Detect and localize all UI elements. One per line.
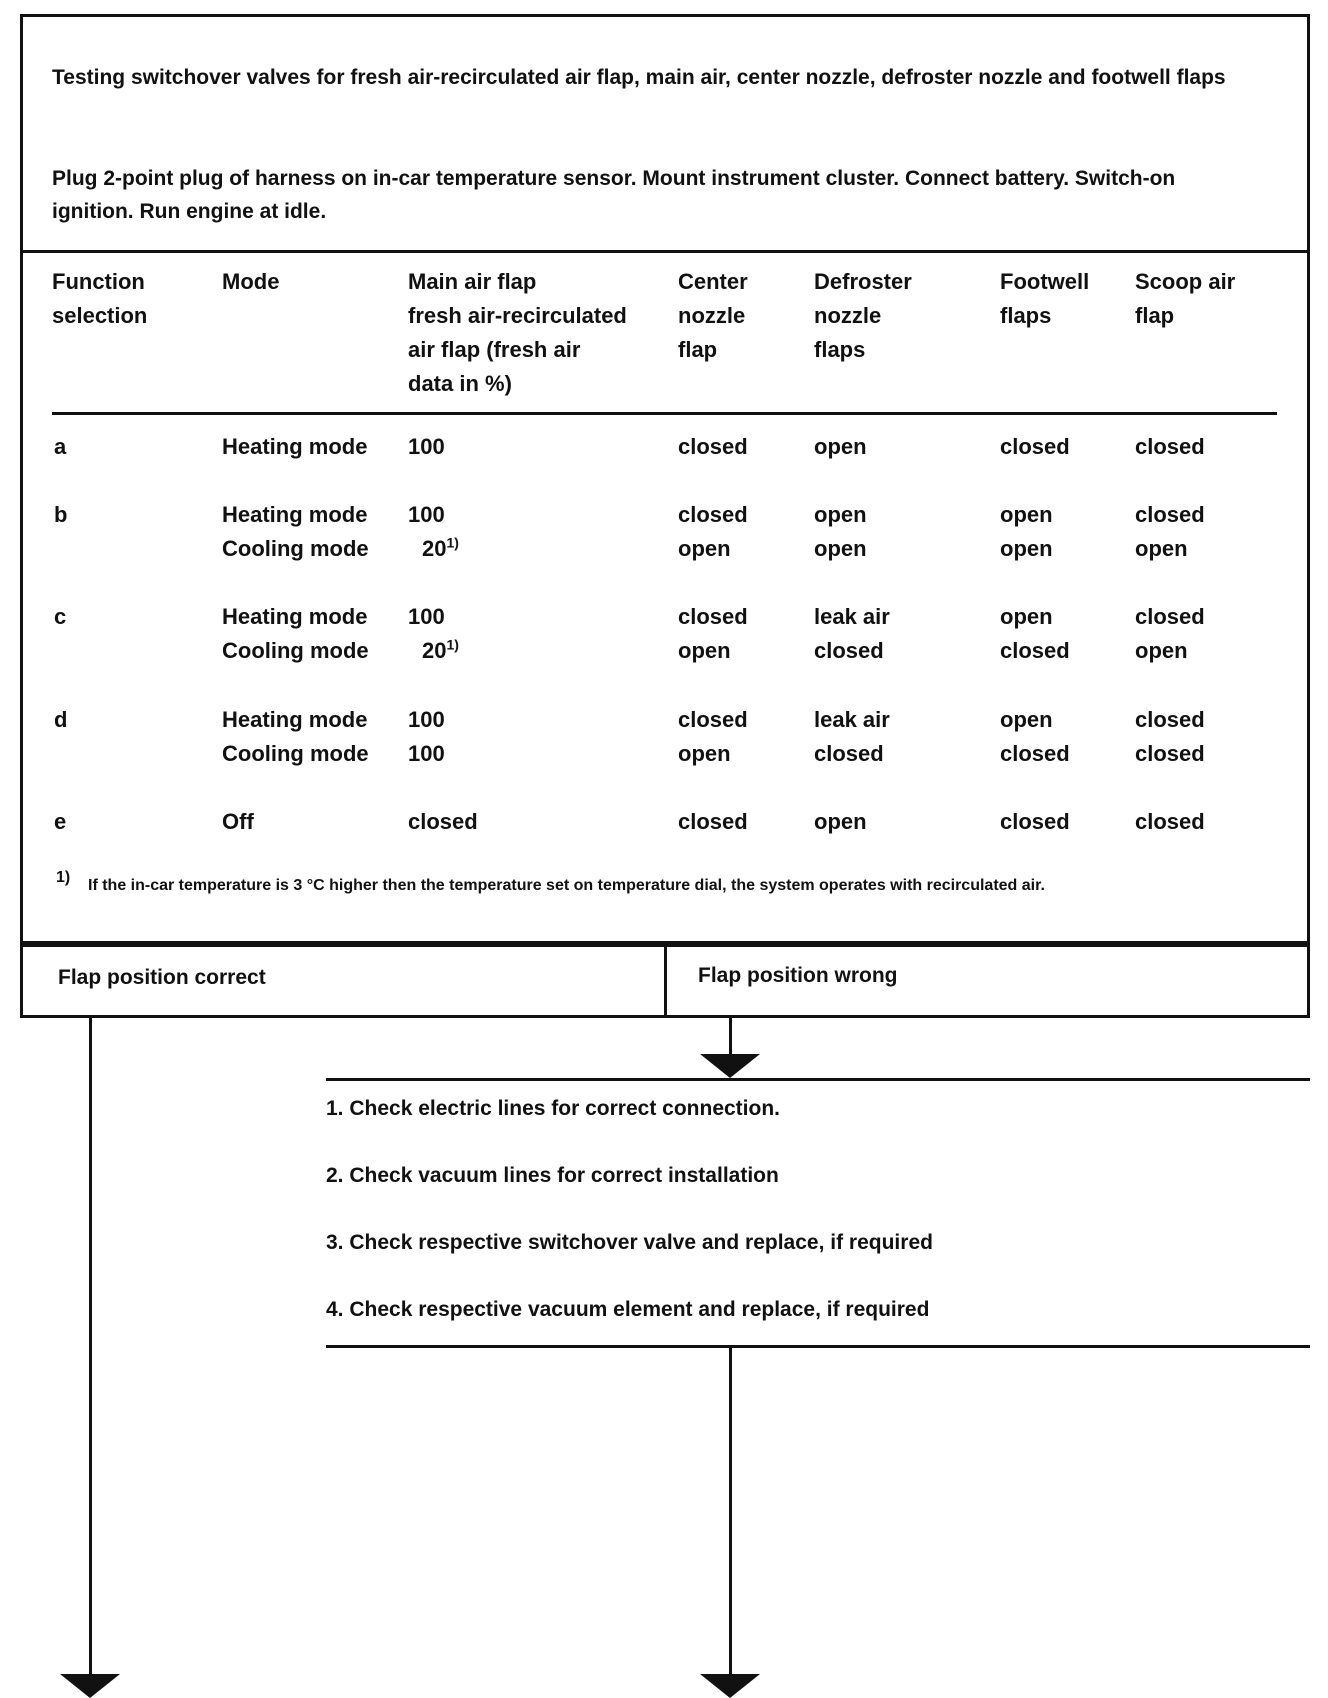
function-selection-a: a: [54, 434, 67, 459]
cell-footwell-value: closed: [1000, 809, 1070, 834]
cell-footwell: [1000, 600, 1053, 634]
cell-main: [408, 703, 445, 737]
cell-main-value: 20: [422, 638, 447, 663]
cell-main-value: 100: [408, 707, 445, 732]
step-3: 3. Check respective switchover valve and replace, if required: [326, 1231, 933, 1254]
cell-mode: [222, 703, 367, 737]
cell-footwell: [1000, 498, 1053, 532]
cell-footwell: [1000, 634, 1070, 668]
footnote-ref: 1): [446, 636, 459, 653]
cell-defroster: [814, 634, 884, 668]
col-header-mode: Mode: [222, 269, 280, 294]
cell-center: [678, 430, 748, 464]
cell-scoop-value: open: [1135, 536, 1188, 561]
procedure-title: Testing switchover valves for fresh air-recirculated air flap, main air, center nozzle, defroster nozzle and footwell flaps: [52, 66, 1226, 89]
cell-main-value: 100: [408, 502, 445, 527]
cell-footwell-value: closed: [1000, 638, 1070, 663]
cell-scoop-value: closed: [1135, 707, 1205, 732]
cell-main: [408, 805, 478, 839]
result-correct: Flap position correct: [58, 966, 266, 989]
cell-main: [408, 737, 445, 771]
cell-defroster-value: leak air: [814, 604, 890, 629]
cell-mode: [222, 805, 254, 839]
col-header-center: Center nozzle flap: [678, 269, 748, 362]
cell-defroster-value: leak air: [814, 707, 890, 732]
cell-footwell: [1000, 805, 1070, 839]
cell-center: [678, 703, 748, 737]
cell-mode: [222, 498, 367, 532]
cell-center-value: closed: [678, 707, 748, 732]
cell-defroster: [814, 703, 890, 737]
cell-center-value: open: [678, 536, 731, 561]
cell-center-value: closed: [678, 502, 748, 527]
footnote-marker: 1): [56, 869, 71, 886]
cell-center-value: open: [678, 638, 731, 663]
cell-main: [422, 634, 459, 668]
heading-divider: [20, 250, 1310, 253]
step-4: 4. Check respective vacuum element and replace, if required: [326, 1298, 930, 1321]
function-selection-e: e: [54, 809, 67, 834]
step-2: 2. Check vacuum lines for correct installation: [326, 1164, 779, 1187]
cell-mode: [222, 430, 367, 464]
arrow-down-icon: [700, 1674, 760, 1698]
cell-main: [408, 430, 445, 464]
cell-mode-value: Cooling mode: [222, 638, 369, 663]
cell-mode-value: Heating mode: [222, 434, 368, 459]
cell-mode-value: Off: [222, 809, 254, 834]
cell-scoop: [1135, 498, 1205, 532]
function-selection-d: d: [54, 707, 68, 732]
cell-scoop: [1135, 737, 1205, 771]
cell-mode-value: Heating mode: [222, 707, 368, 732]
cell-defroster-value: open: [814, 502, 867, 527]
procedure-intro: Plug 2-point plug of harness on in-car temperature sensor. Mount instrument cluster. Connect battery. Switch-on ignition. Run engine at idle.: [52, 167, 1176, 223]
cell-scoop: [1135, 805, 1205, 839]
cell-defroster: [814, 430, 867, 464]
col-header-main-air: Main air flap fresh air-recirculated air flap (fresh air data in %): [408, 269, 627, 396]
arrow-down-icon: [700, 1054, 760, 1078]
cell-scoop-value: closed: [1135, 741, 1205, 766]
cell-center: [678, 498, 748, 532]
col-header-scoop: Scoop air flap: [1135, 269, 1236, 328]
procedure-box: [20, 14, 1310, 944]
cell-center: [678, 532, 731, 566]
cell-center-value: open: [678, 741, 731, 766]
cell-scoop-value: closed: [1135, 434, 1205, 459]
cell-footwell-value: open: [1000, 707, 1053, 732]
cell-mode: [222, 532, 369, 566]
cell-footwell: [1000, 532, 1053, 566]
col-header-function: Function selection: [52, 269, 148, 328]
cell-main: [408, 498, 445, 532]
cell-center-value: closed: [678, 604, 748, 629]
cell-center-value: closed: [678, 434, 748, 459]
arrow-down-icon: [60, 1674, 120, 1698]
cell-defroster-value: open: [814, 434, 867, 459]
cell-mode-value: Heating mode: [222, 604, 368, 629]
cell-defroster-value: closed: [814, 741, 884, 766]
cell-defroster-value: open: [814, 809, 867, 834]
footnote-ref: 1): [446, 534, 459, 551]
cell-scoop: [1135, 600, 1205, 634]
cell-footwell-value: open: [1000, 502, 1053, 527]
flow-line-steps: [729, 1348, 732, 1678]
header-rule: [52, 412, 1277, 415]
step-1: 1. Check electric lines for correct connection.: [326, 1097, 780, 1120]
cell-scoop-value: closed: [1135, 604, 1205, 629]
cell-main-value: 100: [408, 434, 445, 459]
cell-scoop-value: closed: [1135, 502, 1205, 527]
cell-footwell: [1000, 703, 1053, 737]
function-selection-b: b: [54, 502, 68, 527]
cell-defroster: [814, 737, 884, 771]
cell-main-value: closed: [408, 809, 478, 834]
cell-scoop: [1135, 703, 1205, 737]
cell-defroster-value: open: [814, 536, 867, 561]
cell-center: [678, 737, 731, 771]
cell-main: [408, 600, 445, 634]
steps-bottom-rule: [326, 1345, 1310, 1348]
cell-main-value: 20: [422, 536, 447, 561]
col-header-defroster: Defroster nozzle flaps: [814, 269, 912, 362]
col-header-footwell: Footwell flaps: [1000, 269, 1090, 328]
result-divider: [664, 944, 667, 1018]
cell-scoop: [1135, 634, 1188, 668]
cell-scoop-value: closed: [1135, 809, 1205, 834]
cell-center: [678, 634, 731, 668]
cell-mode-value: Cooling mode: [222, 536, 369, 561]
cell-defroster: [814, 498, 867, 532]
cell-mode: [222, 737, 369, 771]
flow-line-correct: [89, 1018, 92, 1678]
function-selection-c: c: [54, 604, 67, 629]
cell-main-value: 100: [408, 741, 445, 766]
cell-footwell-value: closed: [1000, 741, 1070, 766]
cell-defroster: [814, 600, 890, 634]
footnote-text: If the in-car temperature is 3 °C higher then the temperature set on temperature dial, the system operates with recirculated air.: [88, 877, 1045, 894]
flow-line-wrong: [729, 1018, 732, 1058]
cell-center: [678, 600, 748, 634]
result-wrong: Flap position wrong: [698, 964, 898, 987]
cell-footwell-value: open: [1000, 536, 1053, 561]
cell-defroster: [814, 805, 867, 839]
cell-footwell: [1000, 430, 1070, 464]
cell-footwell-value: open: [1000, 604, 1053, 629]
cell-scoop-value: open: [1135, 638, 1188, 663]
cell-main-value: 100: [408, 604, 445, 629]
cell-mode: [222, 634, 369, 668]
cell-mode: [222, 600, 367, 634]
cell-footwell-value: closed: [1000, 434, 1070, 459]
steps-top-rule: [326, 1078, 1310, 1081]
cell-main: [422, 532, 459, 566]
cell-defroster: [814, 532, 867, 566]
cell-center-value: closed: [678, 809, 748, 834]
cell-center: [678, 805, 748, 839]
cell-scoop: [1135, 532, 1188, 566]
cell-mode-value: Heating mode: [222, 502, 368, 527]
cell-footwell: [1000, 737, 1070, 771]
cell-defroster-value: closed: [814, 638, 884, 663]
cell-scoop: [1135, 430, 1205, 464]
cell-mode-value: Cooling mode: [222, 741, 369, 766]
